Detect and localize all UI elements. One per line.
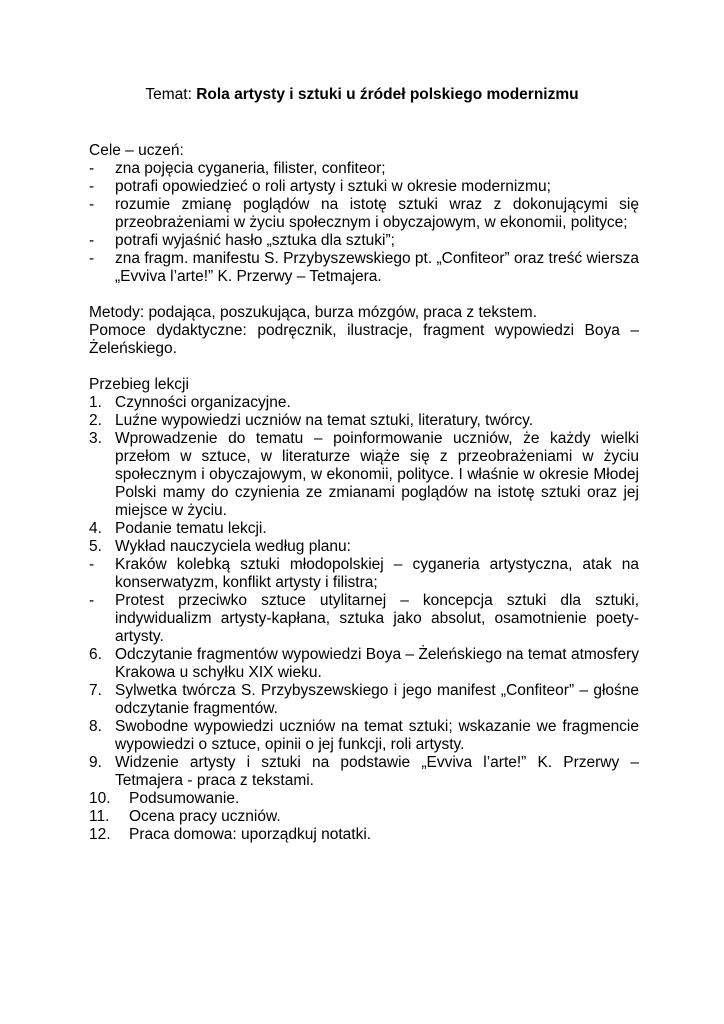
list-item: - rozumie zmianę poglądów na istotę sztuki wraz z dokonującymi się przeobrażeniami w życiu społecznym i obyczajowym, w ekonomii, polityce; <box>89 196 639 231</box>
title-main: Rola artysty i sztuki u źródeł polskiego modernizmu <box>196 86 579 103</box>
list-item: - potrafi wyjaśnić hasło „sztuka dla sztuki”; <box>89 232 395 249</box>
list-item: 5. Wykład nauczyciela według planu: <box>89 538 351 555</box>
list-item: 10. Podsumowanie. <box>89 790 240 807</box>
list-item: 12. Praca domowa: uporządkuj notatki. <box>89 826 372 843</box>
list-item: 6. Odczytanie fragmentów wypowiedzi Boya – Żeleńskiego na temat atmosfery Krakowa u schyłku XIX wieku. <box>89 646 639 681</box>
list-item: 8. Swobodne wypowiedzi uczniów na temat sztuki; wskazanie we fragmencie wypowiedzi o sztuce, opinii o jej funkcji, roli artysty. <box>89 718 639 753</box>
goals-section <box>89 142 639 286</box>
methods-section <box>89 304 639 358</box>
list-item: 1. Czynności organizacyjne. <box>89 394 291 411</box>
list-item: 11. Ocena pracy uczniów. <box>89 808 281 825</box>
title-prefix: Temat: <box>145 86 192 103</box>
teaching-aids-text: Pomoce dydaktyczne: podręcznik, ilustracje, fragment wypowiedzi Boya – Żeleńskiego. <box>89 322 639 357</box>
list-item: - potrafi opowiedzieć o roli artysty i sztuki w okresie modernizmu; <box>89 178 551 195</box>
list-item: - zna fragm. manifestu S. Przybyszewskiego pt. „Confiteor” oraz treść wiersza „Evviva l’arte!” K. Przerwy – Tetmajera. <box>89 250 639 285</box>
list-item: - zna pojęcia cyganeria, filister, confiteor; <box>89 160 386 177</box>
list-item: 2. Luźne wypowiedzi uczniów na temat sztuki, literatury, twórcy. <box>89 412 534 429</box>
list-item: - Protest przeciwko sztuce utylitarnej – koncepcja sztuki dla sztuki, indywidualizm artysty-kapłana, sztuka jako absolut, osamotnienie poety-artysty. <box>89 592 639 645</box>
methods-text: Metody: podająca, poszukująca, burza mózgów, praca z tekstem. <box>89 304 538 321</box>
list-item: - Kraków kolebką sztuki młodopolskiej – cyganeria artystyczna, atak na konserwatyzm, konflikt artysty i filistra; <box>89 556 639 591</box>
page-title <box>0 86 724 104</box>
goals-heading: Cele – uczeń: <box>89 142 184 159</box>
list-item: 4. Podanie tematu lekcji. <box>89 520 267 537</box>
lesson-plan-heading: Przebieg lekcji <box>89 376 189 393</box>
list-item: 7. Sylwetka twórcza S. Przybyszewskiego i jego manifest „Confiteor” – głośne odczytanie fragmentów. <box>89 682 639 717</box>
list-item: 9. Widzenie artysty i sztuki na podstawie „Evviva l’arte!” K. Przerwy – Tetmajera - praca z tekstami. <box>89 754 639 789</box>
lesson-plan-section <box>89 376 639 844</box>
list-item: 3. Wprowadzenie do tematu – poinformowanie uczniów, że każdy wielki przełom w sztuce, w literaturze wiąże się z przeobrażeniami w życiu społecznym i obyczajowym, w ekonomii, polityce. I właśnie w okresie Młodej Polski mamy do czynienia ze zmianami poglądów na istotę sztuki oraz jej miejsce w życiu. <box>89 430 639 519</box>
